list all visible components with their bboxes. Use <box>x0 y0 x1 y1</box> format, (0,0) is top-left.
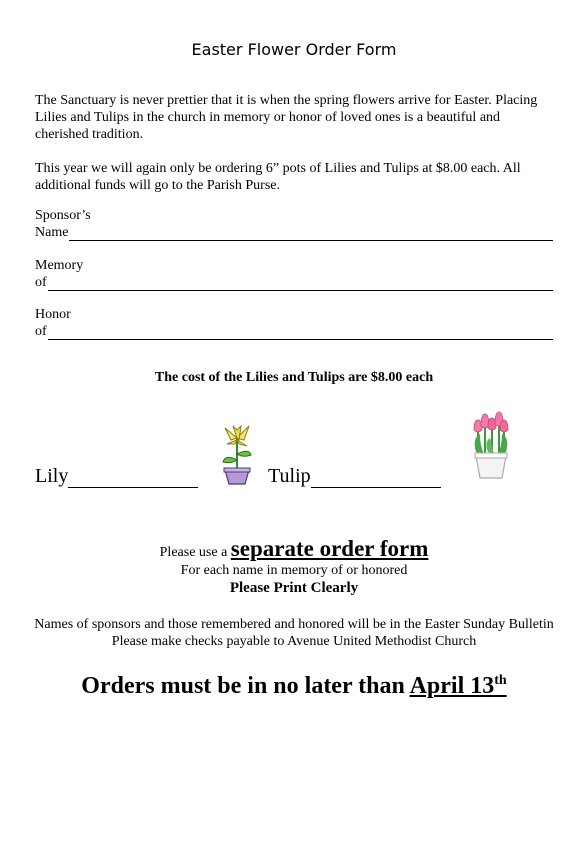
pricing-paragraph: This year we will again only be ordering 6” pots of Lilies and Tulips at $8.00 each. All additional funds will go to the Parish Purse. <box>35 161 521 193</box>
tulip-label: Tulip <box>268 465 311 487</box>
lily-label: Lily <box>35 465 69 487</box>
sponsor-name-label-2: Name <box>35 225 69 240</box>
memory-of-label-2: of <box>35 275 47 290</box>
lily-pot-icon <box>217 424 257 486</box>
sponsor-name-line[interactable] <box>69 226 553 241</box>
lily-quantity-line[interactable] <box>68 467 198 488</box>
bulletin-note: Names of sponsors and those remembered and honored will be in the Easter Sunday Bulletin <box>34 617 554 632</box>
intro-paragraph: The Sanctuary is never prettier that it is when the spring flowers arrive for Easter. Placing Lilies and Tulips in the church in memory or honor of loved ones is a beautiful and cherished tradition. <box>35 93 538 142</box>
tulip-quantity-line[interactable] <box>311 467 441 488</box>
memory-of-line[interactable] <box>48 276 553 291</box>
separate-form-note <box>0 536 588 562</box>
deadline-date-suffix: th <box>494 673 507 688</box>
honor-of-label-1: Honor <box>35 307 71 322</box>
cost-note: The cost of the Lilies and Tulips are $8.00 each <box>154 370 434 385</box>
separate-prefix: Please use a <box>159 545 228 560</box>
deadline-note <box>0 673 588 700</box>
tulip-pot-icon <box>470 408 510 480</box>
sponsor-name-label-1: Sponsor’s <box>35 208 91 223</box>
deadline-prefix: Orders must be in no later than <box>81 673 405 699</box>
deadline-date <box>410 673 507 699</box>
tulip-quantity-field[interactable] <box>268 465 441 488</box>
separate-emphasis: separate order form <box>230 536 429 561</box>
memory-of-field[interactable] <box>35 257 553 291</box>
deadline-date-text: April 13 <box>409 673 495 699</box>
checks-note: Please make checks payable to Avenue United Methodist Church <box>111 634 477 649</box>
print-clearly-note: Please Print Clearly <box>229 580 359 596</box>
honor-of-line[interactable] <box>48 325 553 340</box>
separate-sub-note: For each name in memory of or honored <box>180 563 408 578</box>
sponsor-name-field[interactable] <box>35 207 553 241</box>
honor-of-label-2: of <box>35 324 47 339</box>
lily-quantity-field[interactable] <box>35 465 198 488</box>
memory-of-label-1: Memory <box>35 258 84 273</box>
honor-of-field[interactable] <box>35 306 553 340</box>
page-title: Easter Flower Order Form <box>191 40 397 59</box>
